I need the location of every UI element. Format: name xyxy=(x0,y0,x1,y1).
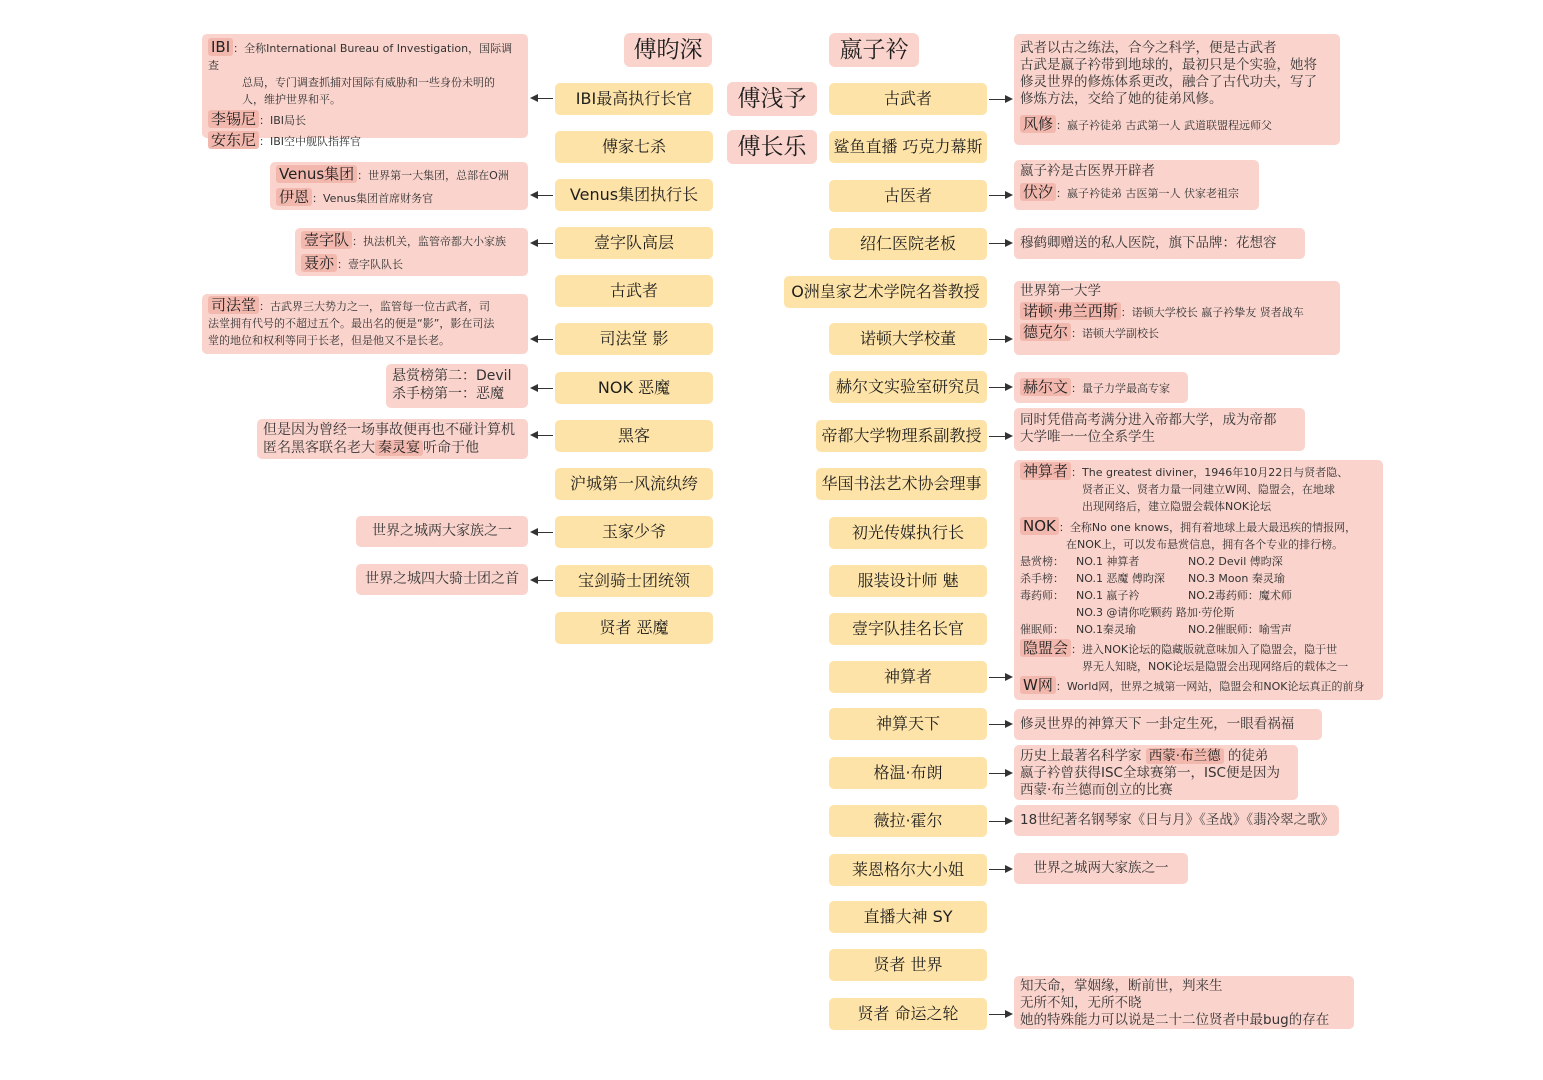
yizidui-desc: ：执法机关，监管帝都大小家族 xyxy=(352,235,507,248)
venus-desc: ：世界第一大集团，总部在O洲 xyxy=(357,169,509,182)
right-node-norton: 诺顿大学校董 xyxy=(829,323,987,355)
arrowhead-venus xyxy=(530,191,538,199)
label-qinlingyan: 秦灵宴 xyxy=(375,440,423,456)
nieyi-desc: ：壹字队队长 xyxy=(337,258,404,271)
arrowhead-gewen xyxy=(1005,769,1013,777)
gewen-desc-1: 历史上最著名科学家 xyxy=(1020,748,1142,764)
arrowhead-guyi xyxy=(1005,191,1013,199)
arrow-guwu xyxy=(989,99,1005,100)
title-fu-changle: 傅长乐 xyxy=(727,130,817,164)
note-venus xyxy=(270,162,528,210)
arrow-tianxia xyxy=(989,724,1005,725)
arrowhead-tianxia xyxy=(1005,720,1013,728)
label-venus: Venus集团 xyxy=(276,165,357,183)
left-node-nok: NOK 恶魔 xyxy=(555,372,713,404)
arrowhead-ibi xyxy=(530,94,538,102)
label-fengxiu: 风修 xyxy=(1020,115,1056,133)
arrow-shaoren xyxy=(989,243,1005,244)
note-gewen xyxy=(1014,745,1298,800)
label-helwen: 赫尔文 xyxy=(1020,378,1071,396)
left-node-ibi: IBI最高执行长官 xyxy=(555,83,713,115)
left-node-guwuzhe: 古武者 xyxy=(555,275,713,307)
nok-desc-2: 在NOK上，可以发布悬赏信息，拥有各个专业的排行榜。 xyxy=(1066,538,1344,551)
arrowhead-shaoren xyxy=(1005,239,1013,247)
arrow-hacker xyxy=(537,435,553,436)
label-sifatang: 司法堂 xyxy=(208,296,259,314)
right-node-guyizhe: 古医者 xyxy=(829,180,987,212)
arrow-sifa xyxy=(537,339,553,340)
hacker-desc-3: 听命于他 xyxy=(423,440,479,456)
arrowhead-nok xyxy=(530,384,538,392)
label-w-net: W网 xyxy=(1020,676,1056,694)
right-node-shijie: 贤者 世界 xyxy=(829,949,987,981)
ranking-row xyxy=(1020,621,1298,638)
left-node-hacker: 黑客 xyxy=(555,420,713,452)
arrow-sword xyxy=(537,580,553,581)
note-laien: 世界之城两大家族之一 xyxy=(1014,853,1188,884)
label-yinmenghui: 隐盟会 xyxy=(1020,639,1071,657)
arrowhead-mingyun xyxy=(1005,1010,1013,1018)
sifatang-desc-3: 堂的地位和权利等同于长老，但是他又不是长老。 xyxy=(208,334,450,347)
nok-desc-1: ：全称No one knows，拥有着地球上最大最迅疾的情报网， xyxy=(1058,521,1357,534)
rank-category: 催眠师： xyxy=(1020,623,1064,636)
rank-entry: NO.2 Devil 傅昀深 xyxy=(1188,555,1283,568)
arrow-norton xyxy=(989,339,1005,340)
label-lixini: 李锡尼 xyxy=(208,110,259,128)
left-node-qisha: 傅家七杀 xyxy=(555,131,713,163)
label-ibi: IBI xyxy=(208,38,233,56)
note-shaoren: 穆鹤卿赠送的私人医院，旗下品牌：花想容 xyxy=(1014,228,1305,259)
helwen-desc: ：量子力学最高专家 xyxy=(1071,382,1171,395)
note-tianxia: 修灵世界的神算天下 一卦定生死，一眼看祸福 xyxy=(1014,709,1322,740)
shensuan-desc-3: 出现网络后，建立隐盟会载体NOK论坛 xyxy=(1082,500,1272,513)
gewen-desc-2: 的徒弟 xyxy=(1227,748,1269,764)
label-dekeer: 德克尔 xyxy=(1020,323,1071,341)
left-node-yizidui: 壹字队高层 xyxy=(555,227,713,259)
ranking-row xyxy=(1020,587,1298,604)
label-norton-francis: 诺顿·弗兰西斯 xyxy=(1020,302,1121,320)
left-node-yujia: 玉家少爷 xyxy=(555,516,713,548)
arrowhead-laien xyxy=(1005,865,1013,873)
rank-entry: NO.1 嬴子衿 xyxy=(1076,589,1140,602)
norton-francis-desc: ：诺顿大学校长 嬴子衿挚友 贤者战车 xyxy=(1120,306,1304,319)
ibi-desc-2: 总局，专门调查抓捕对国际有威胁和一些身份未明的 xyxy=(242,76,495,89)
label-shensuanzhe: 神算者 xyxy=(1020,462,1071,480)
arrow-weila xyxy=(989,821,1005,822)
right-node-didu: 帝都大学物理系副教授 xyxy=(816,420,987,452)
right-node-mingyun: 贤者 命运之轮 xyxy=(829,998,987,1030)
right-node-yizidui: 壹字队挂名长官 xyxy=(829,613,987,645)
right-node-ozhou: O洲皇家艺术学院名誉教授 xyxy=(784,276,987,308)
arrow-laien xyxy=(989,869,1005,870)
mingyun-desc-3: 她的特殊能力可以说是二十二位贤者中最bug的存在 xyxy=(1020,1012,1330,1028)
note-yizidui xyxy=(295,228,528,276)
right-node-sy: 直播大神 SY xyxy=(829,901,987,933)
left-node-huchen: 沪城第一风流纨绔 xyxy=(555,468,713,500)
didu-desc-1: 同时凭借高考满分进入帝都大学，成为帝都 xyxy=(1020,412,1277,428)
nok-rank-2: 杀手榜第一：恶魔 xyxy=(392,386,504,402)
norton-desc-1: 世界第一大学 xyxy=(1020,283,1101,299)
left-node-xianzhe-emo: 贤者 恶魔 xyxy=(555,612,713,644)
note-didu xyxy=(1014,408,1305,451)
ranking-row xyxy=(1020,553,1298,570)
note-hacker xyxy=(257,419,528,459)
sifatang-desc-1: ：古武界三大势力之一，监管每一位古武者，司 xyxy=(259,300,491,313)
arrow-didu xyxy=(989,436,1005,437)
arrowhead-hacker xyxy=(530,431,538,439)
right-node-gewen: 格温·布朗 xyxy=(829,757,987,789)
note-weila: 18世纪著名钢琴家《日与月》《圣战》《翡冷翠之歌》 xyxy=(1014,805,1339,836)
rank-category: 毒药师： xyxy=(1020,589,1064,602)
note-mingyun xyxy=(1014,976,1354,1029)
label-nok: NOK xyxy=(1020,517,1059,535)
right-node-mei: 服装设计师 魅 xyxy=(829,565,987,597)
right-node-shaoren: 绍仁医院老板 xyxy=(829,228,987,260)
left-node-sifatang: 司法堂 影 xyxy=(555,323,713,355)
guwu-desc-4: 修炼方法，交给了她的徒弟风修。 xyxy=(1020,91,1223,107)
mingyun-desc-1: 知天命，掌姻缘，断前世，判来生 xyxy=(1020,978,1223,994)
nok-rank-1: 悬赏榜第二：Devil xyxy=(392,368,512,384)
arrow-yizi xyxy=(537,243,553,244)
rank-entry: NO.1 恶魔 傅昀深 xyxy=(1076,572,1165,585)
guwu-desc-2: 古武是嬴子衿带到地球的，最初只是个实验，她将 xyxy=(1020,57,1317,73)
sifatang-desc-2: 法堂拥有代号的不超过五个。最出名的便是“影”，影在司法 xyxy=(208,317,495,330)
right-node-guwuzhe: 古武者 xyxy=(829,83,987,115)
arrowhead-norton xyxy=(1005,335,1013,343)
ranking-row xyxy=(1020,604,1298,621)
arrow-shensuan xyxy=(989,677,1005,678)
yien-desc: ：Venus集团首席财务官 xyxy=(312,192,434,205)
ranking-row xyxy=(1020,570,1298,587)
left-node-venus: Venus集团执行长 xyxy=(555,179,713,211)
note-guyi xyxy=(1014,160,1259,210)
arrowhead-didu xyxy=(1005,432,1013,440)
title-ying-zijin: 嬴子衿 xyxy=(829,33,919,67)
arrow-mingyun xyxy=(989,1014,1005,1015)
note-shensuan xyxy=(1014,460,1383,700)
label-yizidui: 壹字队 xyxy=(301,231,352,249)
yinmenghui-desc-2: 界无人知晓，NOK论坛是隐盟会出现网络后的载体之一 xyxy=(1082,660,1349,673)
note-norton xyxy=(1014,281,1340,355)
arrowhead-shensuan xyxy=(1005,673,1013,681)
label-fuxi: 伏汐 xyxy=(1020,183,1056,201)
right-node-chuguang: 初光传媒执行长 xyxy=(829,517,987,549)
label-nieyi: 聂亦 xyxy=(301,254,337,272)
rank-entry: NO.3 Moon 秦灵瑜 xyxy=(1188,572,1285,585)
note-sifatang xyxy=(202,294,528,354)
arrowhead-helwen xyxy=(1005,383,1013,391)
arrow-yu xyxy=(537,532,553,533)
note-helwen xyxy=(1014,372,1188,403)
arrow-helwen xyxy=(989,387,1005,388)
right-node-weila: 薇拉·霍尔 xyxy=(829,805,987,837)
hacker-desc-2: 匿名黑客联名老大 xyxy=(263,440,375,456)
arrowhead-sifa xyxy=(530,335,538,343)
arrow-ibi xyxy=(537,98,553,99)
arrowhead-yu xyxy=(530,528,538,536)
rank-category xyxy=(1020,604,1076,621)
guwu-desc-1: 武者以古之练法，合今之科学，便是古武者 xyxy=(1020,40,1277,56)
rank-entry: NO.1秦灵瑜 xyxy=(1076,623,1136,636)
ibi-desc-1: ：全称International Bureau of Investigation，国际调查 xyxy=(208,42,513,72)
rank-entry: NO.2毒药师：魔术师 xyxy=(1188,589,1292,602)
rank-entry: NO.2催眠师：喻雪声 xyxy=(1188,623,1292,636)
guwu-desc-3: 修灵世界的修炼体系更改，融合了古代功夫，写了 xyxy=(1020,74,1317,90)
arrow-guyi xyxy=(989,195,1005,196)
dekeer-desc: ：诺顿大学副校长 xyxy=(1071,327,1160,340)
mingyun-desc-2: 无所不知，无所不晓 xyxy=(1020,995,1142,1011)
label-ximeng: 西蒙·布兰德 xyxy=(1146,748,1224,764)
hacker-desc-1: 但是因为曾经一场事故便再也不碰计算机 xyxy=(263,422,515,438)
arrowhead-sword xyxy=(530,576,538,584)
shensuan-desc-1: ：The greatest diviner，1946年10月22日与贤者隐、 xyxy=(1071,466,1349,479)
note-baojian: 世界之城四大骑士团之首 xyxy=(356,564,528,595)
arrow-venus xyxy=(537,195,553,196)
rank-entry: NO.3 @请你吃颗药 路加·劳伦斯 xyxy=(1076,606,1235,619)
right-node-shensuan: 神算者 xyxy=(829,661,987,693)
arrowhead-weila xyxy=(1005,817,1013,825)
ibi-desc-3: 人，维护世界和平。 xyxy=(242,93,341,106)
arrowhead-guwu xyxy=(1005,95,1013,103)
fuxi-desc: ：嬴子衿徒弟 古医第一人 伏家老祖宗 xyxy=(1056,187,1240,200)
w-net-desc: ：World网，世界之城第一网站，隐盟会和NOK论坛真正的前身 xyxy=(1055,680,1365,693)
rank-category: 杀手榜： xyxy=(1020,572,1064,585)
right-node-shayu: 鲨鱼直播 巧克力幕斯 xyxy=(829,131,987,163)
gewen-desc-4: 西蒙·布兰德而创立的比赛 xyxy=(1020,782,1173,798)
title-fu-yunshen: 傅昀深 xyxy=(624,33,712,67)
label-yien: 伊恩 xyxy=(276,188,312,206)
right-node-tianxia: 神算天下 xyxy=(829,708,987,740)
right-node-helwen: 赫尔文实验室研究员 xyxy=(829,371,987,403)
arrow-gewen xyxy=(989,773,1005,774)
shensuan-desc-2: 贤者正义、贤者力量一同建立W网、隐盟会，在地球 xyxy=(1082,483,1335,496)
yinmenghui-desc-1: ：进入NOK论坛的隐藏版就意味加入了隐盟会，隐于世 xyxy=(1071,643,1338,656)
andongni-desc: ：IBI空中舰队指挥官 xyxy=(259,135,362,148)
lixini-desc: ：IBI局长 xyxy=(259,114,307,127)
note-ibi xyxy=(202,34,528,149)
title-fu-qianyu: 傅浅予 xyxy=(727,82,817,116)
ranking-table xyxy=(1020,553,1298,638)
note-guwu xyxy=(1014,34,1340,145)
note-nok-rank xyxy=(386,364,528,408)
label-andongni: 安东尼 xyxy=(208,131,259,149)
left-node-baojian: 宝剑骑士团统领 xyxy=(555,565,713,597)
didu-desc-2: 大学唯一一位全系学生 xyxy=(1020,429,1155,445)
rank-entry: NO.1 神算者 xyxy=(1076,555,1140,568)
note-yujia: 世界之城两大家族之一 xyxy=(356,516,528,547)
fengxiu-desc: ：嬴子衿徒弟 古武第一人 武道联盟程远师父 xyxy=(1056,119,1273,132)
arrow-nok xyxy=(537,388,553,389)
right-node-shufa: 华国书法艺术协会理事 xyxy=(816,468,987,500)
guyi-desc-1: 嬴子衿是古医界开辟者 xyxy=(1020,163,1155,179)
right-node-laien: 莱恩格尔大小姐 xyxy=(829,854,987,886)
arrowhead-yizi xyxy=(530,239,538,247)
gewen-desc-3: 嬴子衿曾获得ISC全球赛第一，ISC便是因为 xyxy=(1020,765,1280,781)
rank-category: 悬赏榜： xyxy=(1020,555,1064,568)
